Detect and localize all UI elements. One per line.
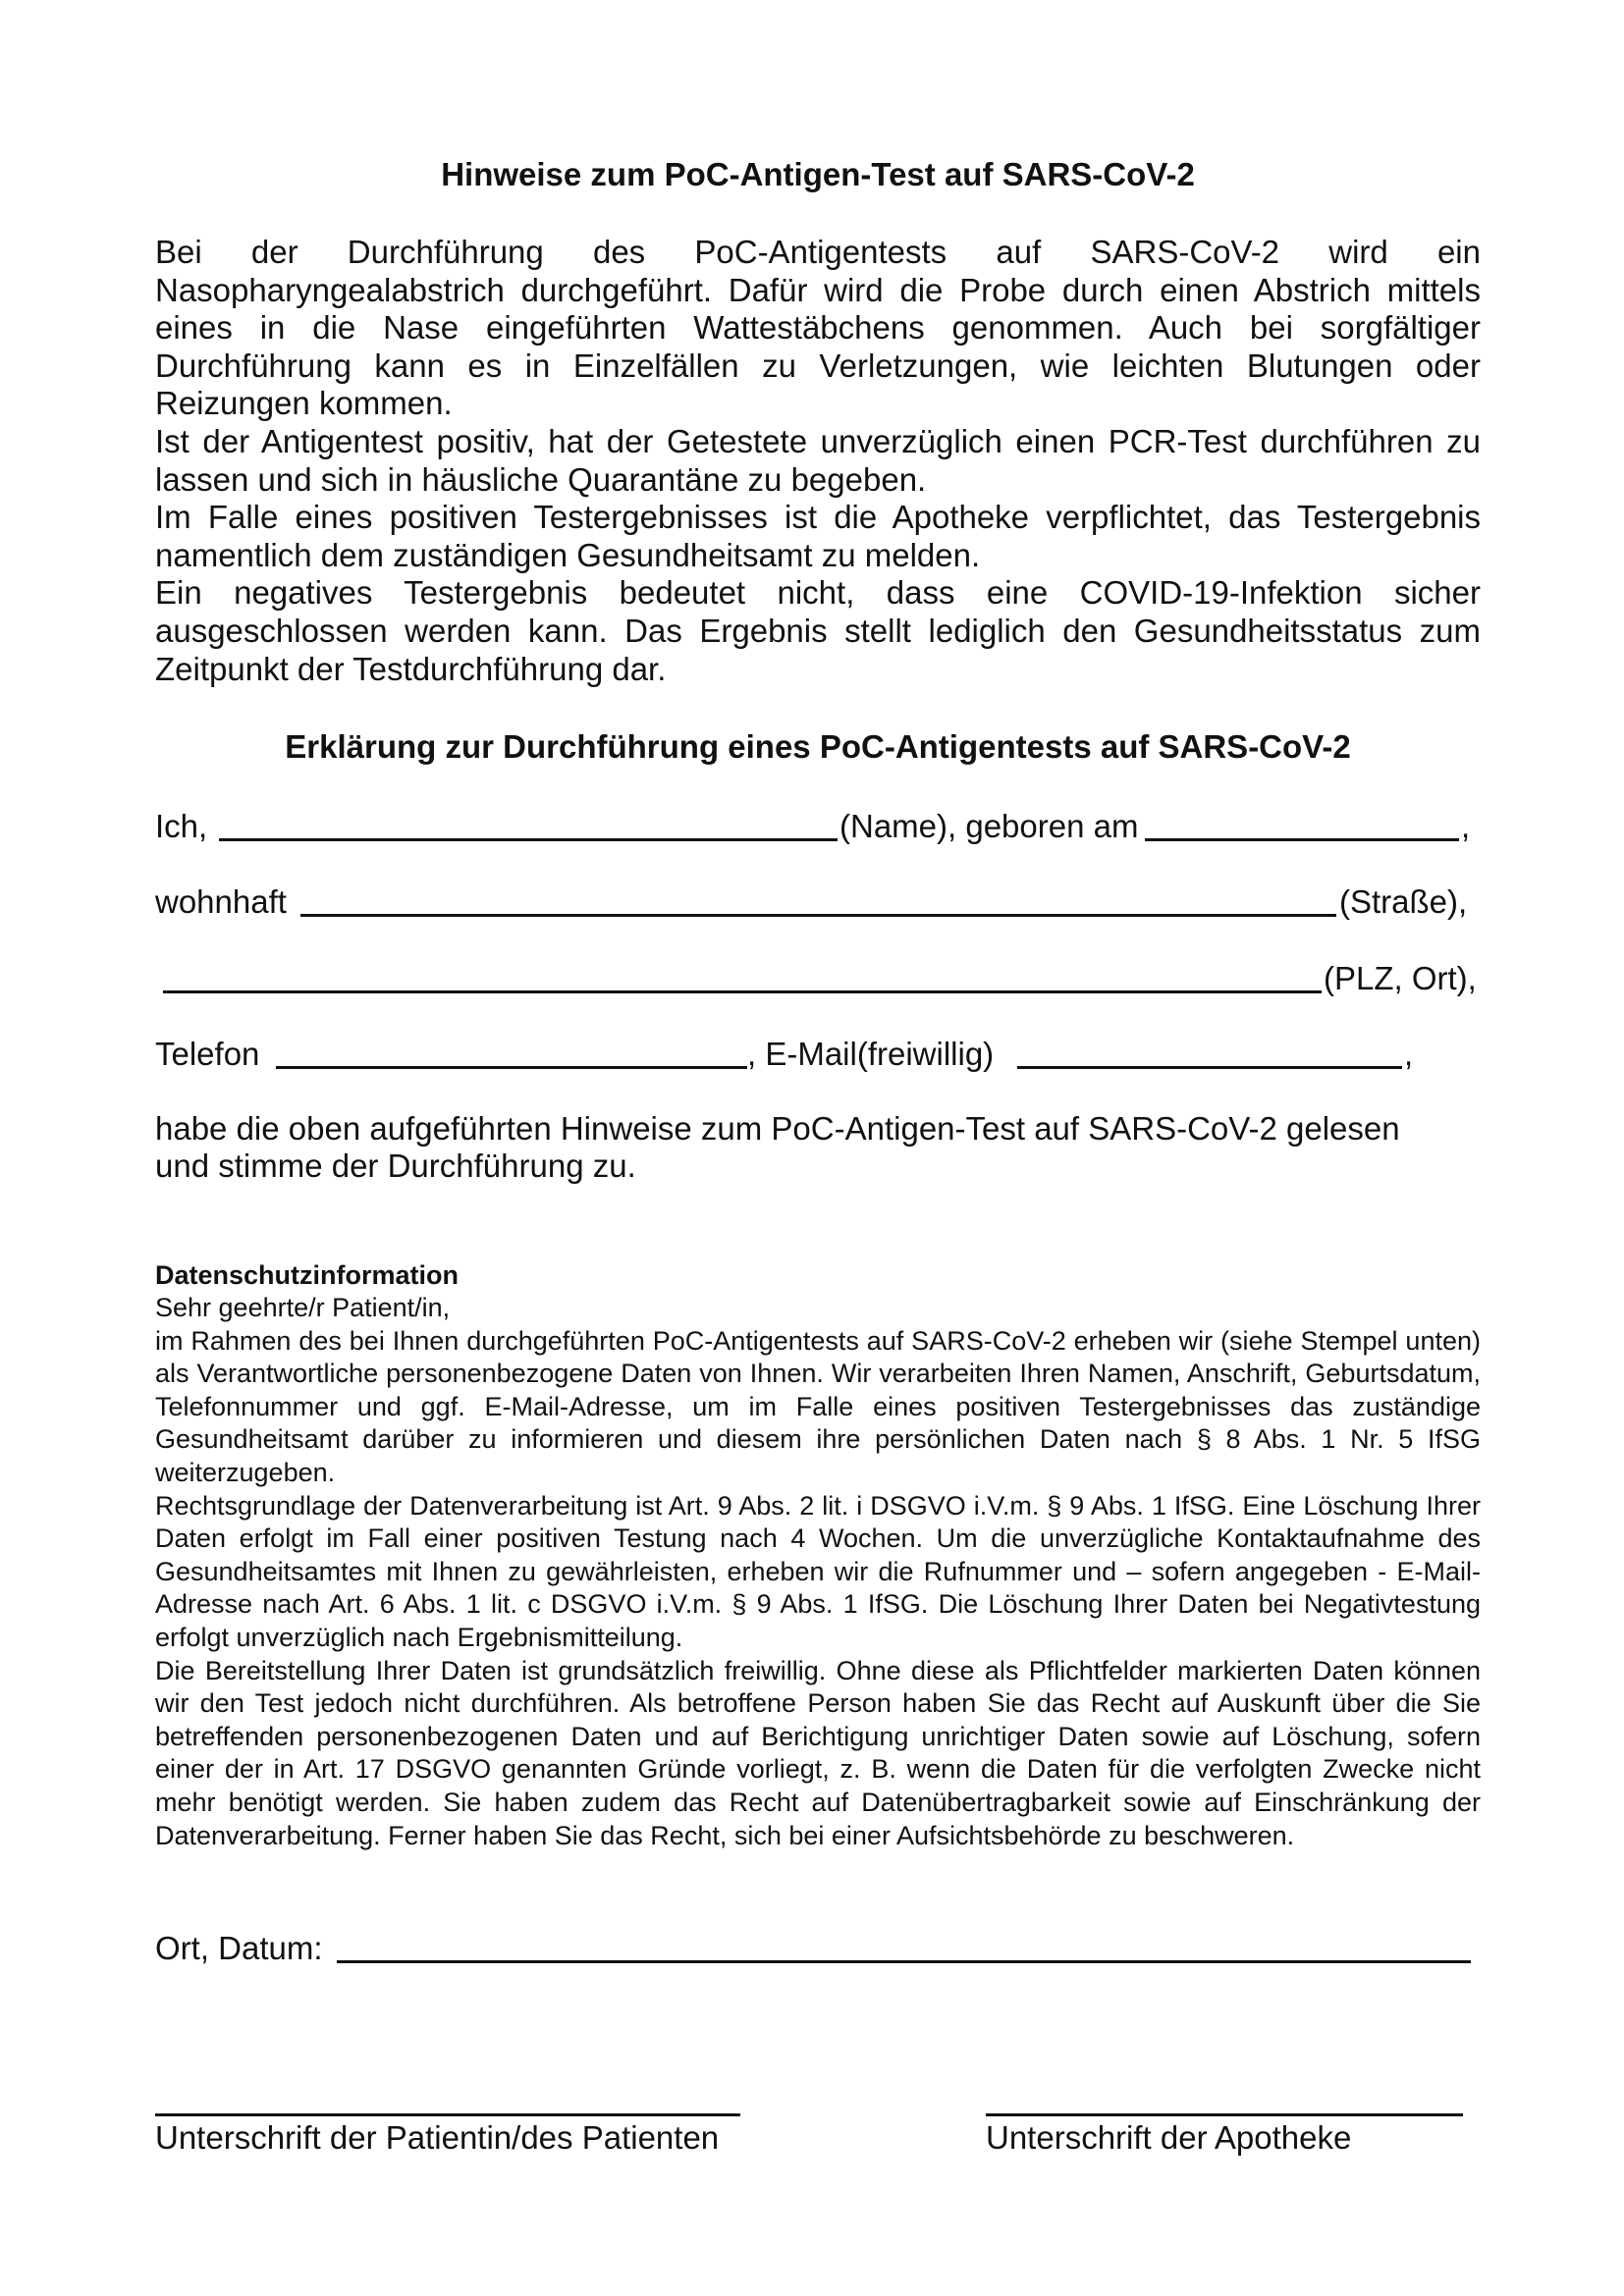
hints-paragraph-2: Ist der Antigentest positiv, hat der Getestete unverzüglich einen PCR-Test durchführen zu lassen und sich in häusliche Quarantäne zu begeben.: [155, 422, 1481, 498]
hints-body: [155, 234, 1481, 688]
consent-text: habe die oben aufgeführten Hinweise zum PoC-Antigen-Test auf SARS-CoV-2 gelesen und stimme der Durchführung zu.: [155, 1110, 1400, 1184]
form-row-city: [155, 959, 1481, 1002]
hints-paragraph-1: Bei der Durchführung des PoC-Antigentests auf SARS-CoV-2 wird ein Nasopharyngealabstrich durchgeführt. Dafür wird die Probe durch einen Abstrich mittels eines in die Nase eingeführten Wattestäbchens genommen. Auch bei sorgfältiger Durchführung kann es in Einzelfällen zu Verletzungen, wie leichten Blutungen oder Reizungen kommen.: [155, 234, 1481, 422]
hints-title: Hinweise zum PoC-Antigen-Test auf SARS-CoV-2: [441, 156, 1195, 192]
declaration-title: Erklärung zur Durchführung eines PoC-Antigentests auf SARS-CoV-2: [285, 728, 1351, 765]
hints-paragraph-3: Im Falle eines positiven Testergebnisses ist die Apotheke verpflichtet, das Testergebnis namentlich dem zuständigen Gesundheitsamt zu melden.: [155, 499, 1481, 573]
place-date-label: Ort, Datum:: [155, 1930, 323, 1966]
birthdate-suffix: ,: [1461, 808, 1471, 844]
hints-paragraph-4: Ein negatives Testergebnis bedeutet nicht, dass eine COVID-19-Infektion sicher ausgeschlossen werden kann. Das Ergebnis stellt lediglich den Gesundheitsstatus zum Zeitpunkt der Testdurchführung dar.: [155, 574, 1481, 687]
city-input-line[interactable]: [163, 959, 1322, 993]
form-row-contact: [155, 1035, 1481, 1078]
form-row-place-date: [155, 1929, 1481, 1972]
phone-input-line[interactable]: [276, 1035, 747, 1069]
name-prefix-label: Ich,: [155, 808, 208, 844]
form-row-name: [155, 807, 1481, 850]
form-row-street: [155, 882, 1481, 926]
place-date-input-line[interactable]: [337, 1929, 1471, 1963]
pharmacy-signature-label: Unterschrift der Apotheke: [986, 2119, 1352, 2156]
patient-signature-line[interactable]: [155, 2113, 740, 2116]
privacy-paragraph-3: Die Bereitstellung Ihrer Daten ist grundsätzlich freiwillig. Ohne diese als Pflichtfelder markierten Daten können wir den Test jedoch nicht durchführen. Als betroffene Person haben Sie das Recht auf Auskunft über die Sie betreffenden personenbezogenen Daten und auf Berichtigung unrichtiger Daten sowie auf Löschung, sofern einer der in Art. 17 DSGVO genannten Gründe vorliegt, z. B. wenn die Daten für die verfolgten Zwecke nicht mehr benötigt werden. Sie haben zudem das Recht auf Datenübertragbarkeit sowie auf Einschränkung der Datenverarbeitung. Ferner haben Sie das Recht, sich bei einer Aufsichtsbehörde zu beschweren.: [155, 1655, 1481, 1850]
privacy-salutation: Sehr geehrte/r Patient/in,: [155, 1293, 451, 1322]
patient-signature-label: Unterschrift der Patientin/des Patienten: [155, 2119, 720, 2156]
birthdate-input-line[interactable]: [1145, 807, 1459, 841]
email-label: , E-Mail(freiwillig): [747, 1036, 995, 1072]
privacy-paragraph-1: im Rahmen des bei Ihnen durchgeführten PoC-Antigentests auf SARS-CoV-2 erheben wir (siehe Stempel unten) als Verantwortliche personenbezogene Daten von Ihnen. Wir verarbeiten Ihren Namen, Anschrift, Geburtsdatum, Telefonnummer und ggf. E-Mail-Adresse, um im Falle eines positiven Testergebnisses das zuständige Gesundheitsamt darüber zu informieren und diesem ihre persönlichen Daten nach § 8 Abs. 1 Nr. 5 IfSG weiterzugeben.: [155, 1325, 1481, 1487]
email-input-line[interactable]: [1017, 1035, 1402, 1069]
street-prefix-label: wohnhaft: [155, 883, 287, 920]
street-label: (Straße),: [1339, 883, 1468, 920]
privacy-title: Datenschutzinformation: [155, 1260, 460, 1290]
city-label: (PLZ, Ort),: [1324, 960, 1477, 996]
phone-prefix-label: Telefon: [155, 1036, 260, 1072]
name-label: (Name), geboren am: [839, 808, 1139, 844]
privacy-block: [155, 1259, 1481, 1852]
pharmacy-signature-line[interactable]: [986, 2113, 1463, 2116]
consent-block: [155, 1110, 1451, 1185]
name-input-line[interactable]: [219, 807, 838, 841]
email-suffix: ,: [1404, 1036, 1414, 1072]
privacy-paragraph-2: Rechtsgrundlage der Datenverarbeitung ist Art. 9 Abs. 2 lit. i DSGVO i.V.m. § 9 Abs. 1 IfSG. Eine Löschung Ihrer Daten erfolgt im Fall einer positiven Testung nach 4 Wochen. Um die unverzügliche Kontaktaufnahme des Gesundheitsamtes mit Ihnen zu gewährleisten, erheben wir die Rufnummer und – sofern angegeben - E-Mail-Adresse nach Art. 6 Abs. 1 lit. c DSGVO i.V.m. § 9 Abs. 1 IfSG. Die Löschung Ihrer Daten bei Negativtestung erfolgt unverzüglich nach Ergebnismitteilung.: [155, 1490, 1481, 1652]
street-input-line[interactable]: [300, 882, 1336, 917]
